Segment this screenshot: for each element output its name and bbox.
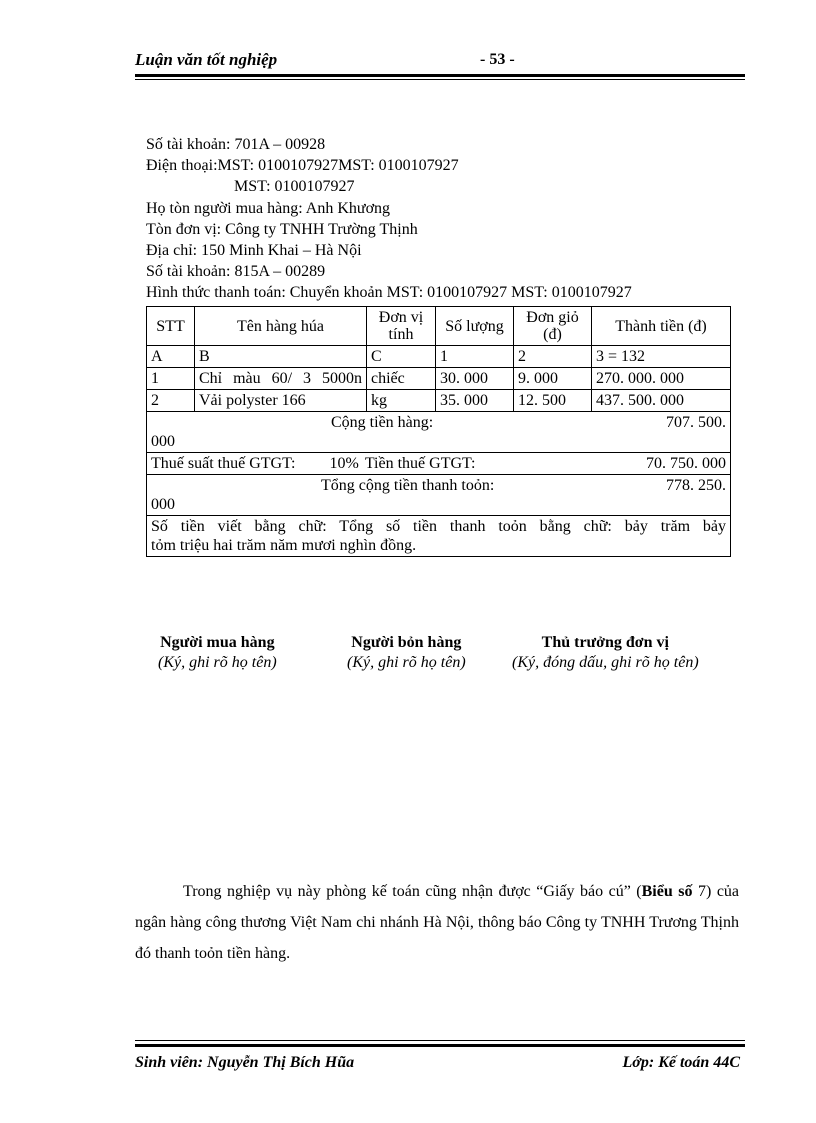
info-payment-method: Hình thức thanh toán: Chuyển khoản MST: 0100107927 MST: 0100107927 bbox=[146, 284, 632, 301]
signature-director-note: (Ký, đóng dấu, ghi rõ họ tên) bbox=[512, 654, 699, 671]
paragraph-text-before: Trong nghiệp vụ này phòng kế toán cũng nhận được “Giấy báo cú” ( bbox=[183, 883, 642, 900]
header-page-number: - 53 - bbox=[480, 51, 515, 68]
header-unit-price: Đơn giỏ (đ) bbox=[514, 307, 592, 346]
amount-in-words-row bbox=[147, 516, 731, 557]
total-row bbox=[147, 475, 731, 516]
item-name-text: Chỉ màu 60/ 3 5000n bbox=[199, 370, 362, 387]
info-tax-code: MST: 0100107927 bbox=[234, 178, 355, 195]
header-stt: STT bbox=[147, 307, 195, 346]
cell: kg bbox=[367, 390, 436, 412]
cell: 1 bbox=[147, 368, 195, 390]
header-unit: Đơn vị tính bbox=[367, 307, 436, 346]
header-thesis-title: Luận văn tốt nghiệp bbox=[135, 50, 278, 69]
signature-seller-title: Người bỏn hàng bbox=[351, 634, 462, 651]
vat-cell bbox=[147, 453, 731, 475]
spacer bbox=[151, 476, 321, 495]
table-row bbox=[147, 368, 731, 390]
vat-rate: 10% bbox=[329, 455, 359, 472]
signature-seller bbox=[347, 634, 466, 672]
signature-seller-note: (Ký, ghi rõ họ tên) bbox=[347, 654, 466, 671]
info-buyer-account: Số tài khoản: 815A – 00289 bbox=[146, 263, 326, 280]
header-rule-thick bbox=[135, 74, 745, 77]
footer-class: Lớp: Kế toán 44C bbox=[622, 1054, 740, 1071]
words-line-2: tỏm triệu hai trăm năm mươi nghìn đồng. bbox=[151, 537, 417, 554]
signature-director bbox=[512, 634, 699, 672]
cell: 9. 000 bbox=[514, 368, 592, 390]
signature-buyer-title: Người mua hàng bbox=[160, 634, 275, 651]
words-line-1: Số tiền viết bằng chữ: Tổng số tiền thanh toỏn bằng chữ: bảy trăm bảy bbox=[151, 518, 726, 535]
cell: B bbox=[195, 346, 367, 368]
info-buyer-name: Họ tòn người mua hàng: Anh Khương bbox=[146, 200, 391, 217]
total-line bbox=[151, 476, 726, 495]
header-rule-thin bbox=[135, 79, 745, 80]
table-row bbox=[147, 390, 731, 412]
info-address: Địa chỉ: 150 Minh Khai – Hà Nội bbox=[146, 242, 362, 259]
cell: 3 = 132 bbox=[592, 346, 731, 368]
paragraph-text-after: 7) của ngân hàng công thương Việt Nam chi nhánh Hà Nội, thông báo Công ty TNHH Trương Thịnh đó thanh toỏn tiền hàng. bbox=[135, 883, 740, 962]
vat-amount: 70. 750. 000 bbox=[646, 455, 726, 472]
table-code-row bbox=[147, 346, 731, 368]
cell: chiếc bbox=[367, 368, 436, 390]
vat-row bbox=[147, 453, 731, 475]
signature-buyer bbox=[158, 634, 277, 672]
cell: 2 bbox=[147, 390, 195, 412]
subtotal-row bbox=[147, 412, 731, 453]
signature-director-title: Thủ trưởng đơn vị bbox=[541, 634, 669, 651]
cell: 35. 000 bbox=[436, 390, 514, 412]
info-bank-account: Số tài khoản: 701A – 00928 bbox=[146, 136, 326, 153]
footer-rule-thin bbox=[135, 1040, 745, 1041]
subtotal-line bbox=[151, 413, 726, 432]
total-label: Tổng cộng tiền thanh toỏn: bbox=[321, 477, 495, 494]
header-item-name: Tên hàng húa bbox=[195, 307, 367, 346]
vat-rate-label: Thuế suất thuế GTGT: bbox=[151, 455, 296, 472]
body-paragraph bbox=[135, 876, 739, 969]
paragraph-bold-ref: Biểu số bbox=[641, 883, 693, 900]
subtotal-value: 707. 500. bbox=[666, 414, 726, 431]
subtotal-wrap: 000 bbox=[151, 433, 175, 450]
footer-rule-thick bbox=[135, 1044, 745, 1047]
header-quantity: Số lượng bbox=[436, 307, 514, 346]
cell bbox=[195, 368, 367, 390]
vat-amount-label: Tiền thuế GTGT: bbox=[364, 455, 476, 472]
cell: 437. 500. 000 bbox=[592, 390, 731, 412]
total-value: 778. 250. bbox=[666, 477, 726, 494]
table-header-row bbox=[147, 307, 731, 346]
amount-in-words-cell bbox=[147, 516, 731, 557]
signature-buyer-note: (Ký, ghi rõ họ tên) bbox=[158, 654, 277, 671]
cell: 270. 000. 000 bbox=[592, 368, 731, 390]
total-wrap: 000 bbox=[151, 496, 175, 513]
header-amount: Thành tiền (đ) bbox=[592, 307, 731, 346]
cell: 2 bbox=[514, 346, 592, 368]
spacer bbox=[151, 413, 331, 432]
subtotal-label: Cộng tiền hàng: bbox=[331, 414, 434, 431]
info-company-name: Tòn đơn vị: Công ty TNHH Trường Thịnh bbox=[146, 221, 418, 238]
vat-line bbox=[151, 454, 726, 473]
cell: 12. 500 bbox=[514, 390, 592, 412]
cell: A bbox=[147, 346, 195, 368]
cell: C bbox=[367, 346, 436, 368]
total-cell bbox=[147, 475, 731, 516]
invoice-table bbox=[146, 306, 731, 557]
info-phone-tax: Điện thoại:MST: 0100107927MST: 0100107927 bbox=[146, 157, 459, 174]
cell: 30. 000 bbox=[436, 368, 514, 390]
cell: Vải polyster 166 bbox=[195, 390, 367, 412]
cell: 1 bbox=[436, 346, 514, 368]
subtotal-cell bbox=[147, 412, 731, 453]
footer-student: Sinh viên: Nguyễn Thị Bích Hũa bbox=[135, 1054, 355, 1071]
